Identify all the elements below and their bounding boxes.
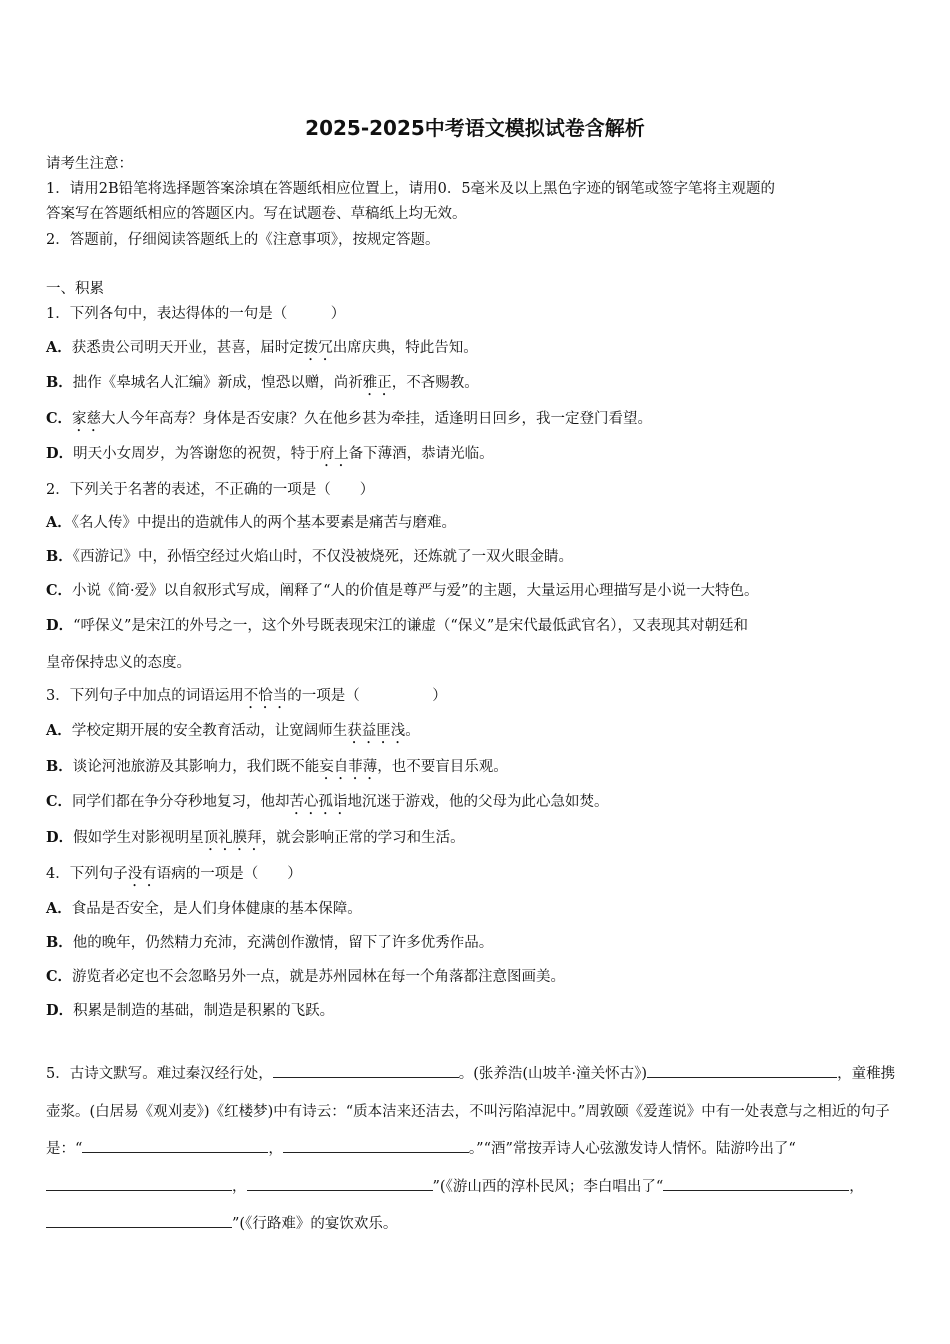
option-letter: B． <box>46 934 73 951</box>
q5-text: ， <box>268 1141 283 1157</box>
option-text: 食品是否安全，是人们身体健康的基本保障。 <box>71 901 362 917</box>
stem-text: 3．下列句子中加点的词语运用 <box>46 688 244 704</box>
dotted-word: 拨冗 <box>303 340 333 356</box>
stem-text: 的一项是（ ） <box>287 688 447 704</box>
notice-item-2: 2．答题前，仔细阅读答题纸上的《注意事项》，按规定答题。 <box>46 232 440 248</box>
option-text: 地沉迷于游戏，他的父母为此心急如焚。 <box>347 794 609 810</box>
question-4-option-a <box>46 897 906 918</box>
question-3-option-a <box>46 719 906 747</box>
question-1-option-d <box>46 442 906 470</box>
option-text: 出席庆典，特此告知。 <box>332 340 478 356</box>
option-text: “呼保义”是宋江的外号之一，这个外号既表现宋江的谦虚（“保义”是宋代最低武官名），又表现其对朝廷和 <box>73 618 748 634</box>
option-text: ，就会影响正常的学习和生活。 <box>261 830 465 846</box>
q5-text: ，童稚携壶浆。(白居易《观刈麦》)《红楼梦)中有诗云：“质本洁来还洁去，不叫污陷淖泥中。”周敦颐《爱莲说》中有一处表意与之相近的句子是：“ <box>46 1066 896 1157</box>
option-text: 小说《简·爱》以自叙形式写成，阐释了“人的价值是尊严与爱”的主题，大量运用心理描写是小说一大特色。 <box>72 583 759 599</box>
dotted-word: 妄自菲薄 <box>319 759 378 775</box>
answer-blank[interactable] <box>82 1136 268 1153</box>
dotted-word: 不恰当 <box>243 688 288 704</box>
dotted-word: 家慈 <box>72 411 102 427</box>
option-text: 明天小女周岁，为答谢您的祝贺，特于 <box>73 446 320 462</box>
option-text: ，不吝赐教。 <box>391 375 479 391</box>
question-1-option-b <box>46 371 906 399</box>
option-letter: B． <box>46 758 73 775</box>
answer-blank[interactable] <box>815 1061 837 1078</box>
answer-blank[interactable] <box>273 1061 459 1078</box>
dotted-word: 苦心孤诣 <box>289 794 348 810</box>
dotted-word: 获益匪浅 <box>347 723 406 739</box>
option-text: 获悉贵公司明天开业，甚喜，届时定 <box>71 340 304 356</box>
option-letter: D． <box>46 445 74 462</box>
section-heading: 一、积累 <box>46 281 104 297</box>
q5-text: ”(《游山西的淳朴民风；李白唱出了“ <box>432 1178 664 1195</box>
option-letter: C． <box>46 793 73 810</box>
option-letter: D． <box>46 617 74 634</box>
q5-text: 5．古诗文默写。难过秦汉经行处， <box>46 1066 273 1082</box>
option-letter: D． <box>46 829 74 846</box>
question-4-option-b <box>46 931 906 952</box>
option-text: 学校定期开展的安全教育活动，让宽阔师生 <box>71 723 348 739</box>
option-text: 假如学生对影视明星 <box>73 830 204 846</box>
option-letter: B． <box>46 374 73 391</box>
option-letter: A． <box>46 722 72 739</box>
question-3-option-d <box>46 826 906 854</box>
q5-text: ”(《行路难》的宴饮欢乐。 <box>232 1216 398 1232</box>
q5-text: ， <box>849 1178 864 1195</box>
answer-blank[interactable] <box>283 1136 469 1153</box>
option-text: 同学们都在争分夺秒地复习，他却 <box>72 794 290 810</box>
notice-item-1: 1．请用2B铅笔将选择题答案涂填在答题纸相应位置上，请用0．5毫米及以上黑色字迹的钢笔或签字笔将主观题的 <box>46 181 776 197</box>
dotted-word: 府上 <box>319 446 349 462</box>
question-2-stem: 2．下列关于名著的表述，不正确的一项是（ ） <box>46 482 375 498</box>
answer-blank[interactable] <box>647 1061 815 1078</box>
answer-blank[interactable] <box>46 1211 232 1228</box>
option-text: 拙作《皋城名人汇编》新成，惶恐以赠，尚祈 <box>72 375 363 391</box>
option-text: 积累是制造的基础，制造是积累的飞跃。 <box>73 1003 335 1019</box>
question-2-option-d <box>46 614 906 635</box>
q5-text: 。(张养浩(山坡羊·潼关怀古》) <box>458 1066 648 1082</box>
option-text: 游览者必定也不会忽略另外一点，就是苏州园林在每一个角落都注意图画美。 <box>72 969 566 985</box>
question-4-stem <box>46 862 906 890</box>
question-3-stem <box>46 684 906 712</box>
page-title: 2025-2025中考语文模拟试卷含解析 <box>305 116 645 140</box>
option-text: 《名人传》中提出的造就伟人的两个基本要素是痛苦与磨难。 <box>71 515 457 531</box>
option-letter: C． <box>46 582 73 599</box>
option-letter: C． <box>46 410 73 427</box>
option-text: ，也不要盲目乐观。 <box>377 759 508 775</box>
stem-text: 语病的一项是（ ） <box>156 866 302 882</box>
q5-text: ， <box>232 1178 247 1195</box>
question-2-option-b <box>46 545 906 566</box>
answer-blank[interactable] <box>46 1174 232 1191</box>
option-text: 《西游记》中，孙悟空经过火焰山时，不仅没被烧死，还炼就了一双火眼金睛。 <box>72 549 574 565</box>
option-text: 谈论河池旅游及其影响力，我们既不能 <box>72 759 320 775</box>
q5-text: 。”“酒”常按弄诗人心弦激发诗人情怀。陆游吟出了“ <box>468 1141 796 1157</box>
question-5-paragraph <box>46 1056 904 1244</box>
option-text: 。 <box>405 723 420 739</box>
question-1-stem: 1．下列各句中，表达得体的一句是（ ） <box>46 306 346 322</box>
option-text: 备下薄酒，恭请光临。 <box>348 446 494 462</box>
question-4-option-c <box>46 965 906 986</box>
question-1-option-a <box>46 336 906 364</box>
option-letter: A． <box>46 339 72 356</box>
question-2-option-d-cont: 皇帝保持忠义的态度。 <box>46 655 191 671</box>
question-3-option-b <box>46 755 906 783</box>
question-2-option-c <box>46 579 906 600</box>
dotted-word: 雅正 <box>362 375 392 391</box>
notice-heading: 请考生注意： <box>46 156 133 172</box>
question-4-option-d <box>46 999 906 1020</box>
question-1-option-c <box>46 407 906 435</box>
option-letter: A． <box>46 514 72 531</box>
answer-blank[interactable] <box>663 1174 849 1191</box>
option-letter: D． <box>46 1002 74 1019</box>
dotted-word: 没有 <box>127 866 157 882</box>
option-text: 他的晚年，仍然精力充沛，充满创作激情，留下了许多优秀作品。 <box>72 935 494 951</box>
option-letter: B． <box>46 548 73 565</box>
dotted-word: 顶礼膜拜 <box>203 830 262 846</box>
question-3-option-c <box>46 790 906 818</box>
notice-item-1-cont: 答案写在答题纸相应的答题区内。写在试题卷、草稿纸上均无效。 <box>46 206 467 222</box>
question-2-option-a <box>46 511 906 532</box>
answer-blank[interactable] <box>247 1174 433 1191</box>
stem-text: 4．下列句子 <box>46 866 128 882</box>
option-text: 大人今年高寿？身体是否安康？久在他乡甚为牵挂，适逢明日回乡，我一定登门看望。 <box>101 411 653 427</box>
option-letter: C． <box>46 968 73 985</box>
option-letter: A． <box>46 900 72 917</box>
